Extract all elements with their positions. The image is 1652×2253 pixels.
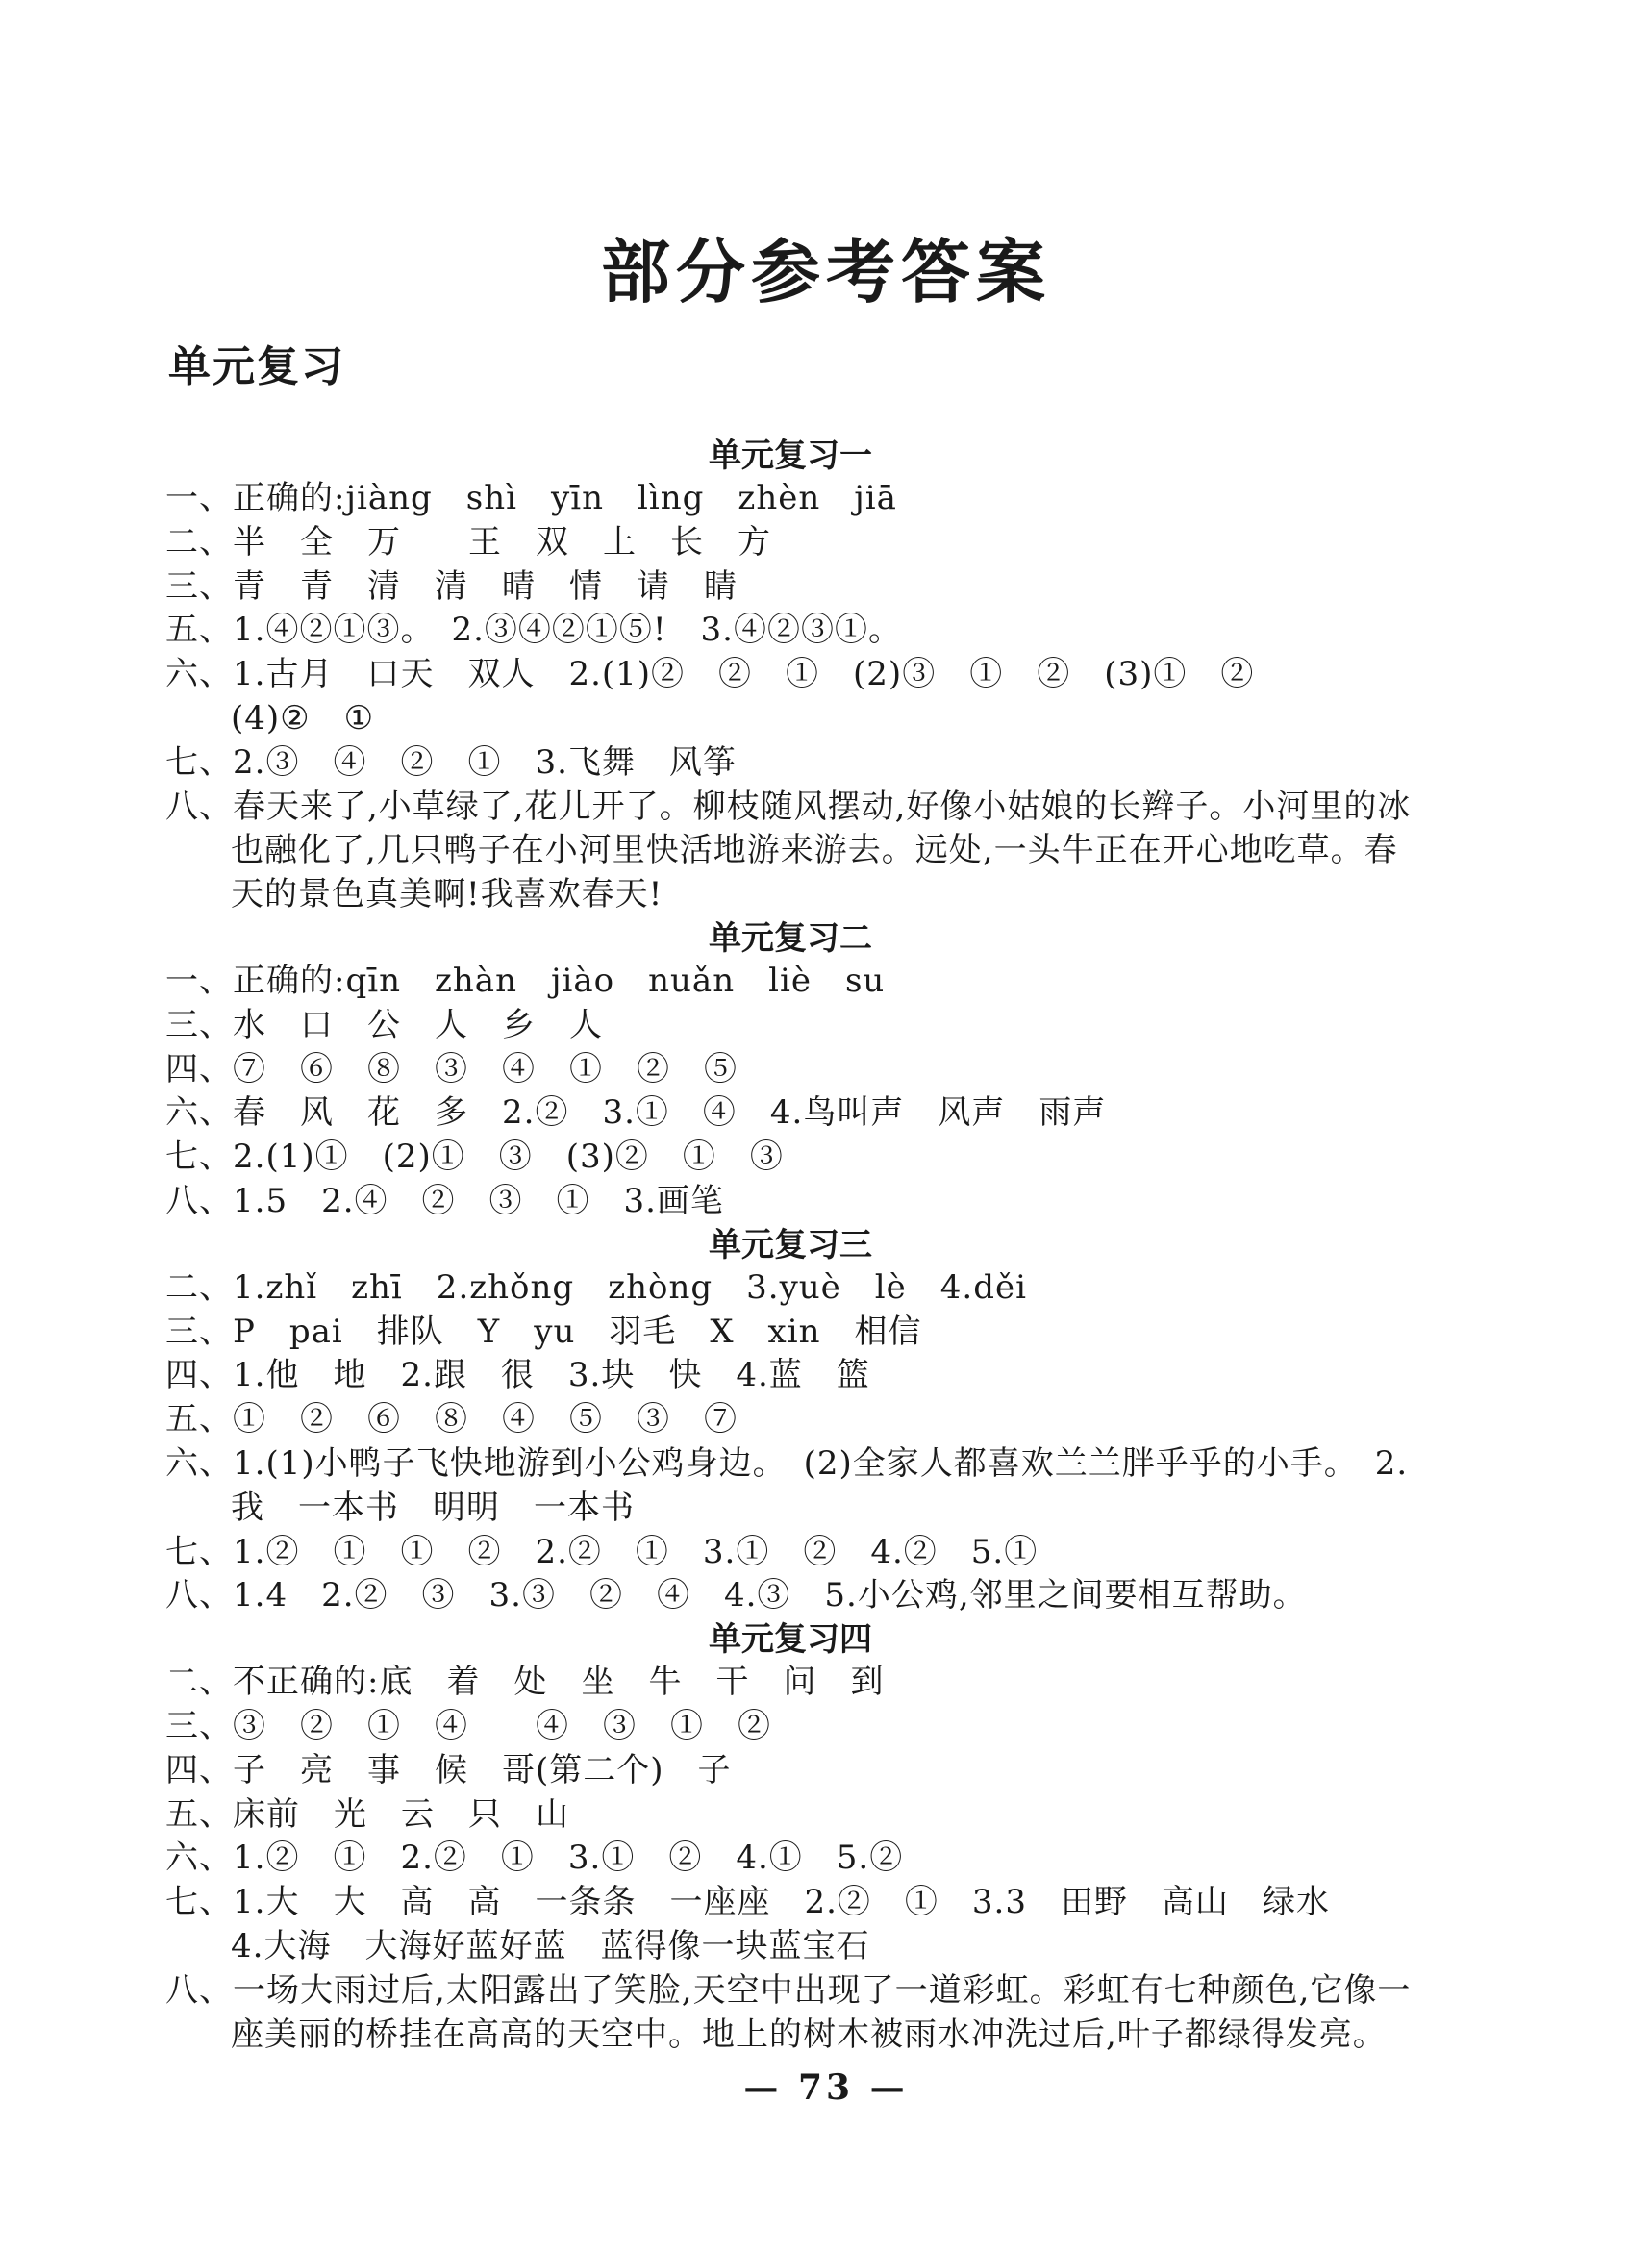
answer-content [165, 435, 1415, 2057]
unit-title-3: 单元复习三 [709, 1225, 872, 1264]
answer-line: 三、P pai 排队 Y yu 羽毛 X xin 相信 [165, 1312, 922, 1351]
answer-paragraph: 八、一场大雨过后,太阳露出了笑脸,天空中出现了一道彩虹。彩虹有七种颜色,它像一座美丽的桥挂在高高的天空中。地上的树木被雨水冲洗过后,叶子都绿得发亮。 [165, 1970, 1412, 2054]
answer-line: 五、1.④②①③。 2.③④②①⑤! 3.④②③①。 [165, 611, 902, 650]
answer-paragraph: 八、春天来了,小草绿了,花儿开了。柳枝随风摆动,好像小姑娘的长辫子。小河里的冰也融化了,几只鸭子在小河里快活地游来游去。远处,一头牛正在开心地吃草。春天的景色真美啊!我喜欢春天! [165, 787, 1412, 914]
answer-line: 四、子 亮 事 候 哥(第二个) 子 [165, 1750, 732, 1790]
answer-line: 一、正确的:jiàng shì yīn lìng zhèn jiā [165, 479, 897, 517]
answer-paragraph: 六、1.(1)小鸭子飞快地游到小公鸡身边。 (2)全家人都喜欢兰兰胖乎乎的小手。 2.我 一本书 明明 一本书 [165, 1443, 1409, 1527]
answer-line: 七、1.大 大 高 高 一条条 一座座 2.② ① 3.3 田野 高山 绿水 [165, 1883, 1330, 1922]
answer-line: 四、⑦ ⑥ ⑧ ③ ④ ① ② ⑤ [165, 1049, 738, 1089]
answer-line: 七、2.(1)① (2)① ③ (3)② ① ③ [165, 1138, 784, 1177]
answer-line: 二、不正确的:底 着 处 坐 牛 干 问 到 [165, 1663, 885, 1702]
unit-title-4: 单元复习四 [709, 1620, 872, 1660]
answer-line: 八、1.4 2.② ③ 3.③ ② ④ 4.③ 5.小公鸡,邻里之间要相互帮助。 [165, 1576, 1307, 1615]
page-number: — 73 — [743, 2067, 909, 2108]
section-heading: 单元复习 [168, 342, 345, 391]
answer-line: 六、春 风 花 多 2.② 3.① ④ 4.鸟叫声 风声 雨声 [165, 1093, 1107, 1133]
answer-line: 五、① ② ⑥ ⑧ ④ ⑤ ③ ⑦ [165, 1400, 738, 1439]
answer-line: 4.大海 大海好蓝好蓝 蓝得像一块蓝宝石 [231, 1926, 870, 1965]
answer-line: 二、半 全 万 王 双 上 长 方 [165, 522, 771, 562]
answer-line: 六、1.② ① 2.② ① 3.① ② 4.① 5.② [165, 1839, 904, 1878]
unit-title-2: 单元复习二 [709, 918, 872, 958]
answer-line: 八、1.5 2.④ ② ③ ① 3.画笔 [165, 1181, 724, 1220]
answer-line: 三、③ ② ① ④ ④ ③ ① ② [165, 1706, 771, 1745]
answer-line: 三、水 口 公 人 乡 人 [165, 1005, 603, 1044]
unit-title-1: 单元复习一 [709, 437, 872, 475]
answer-line: 五、床前 光 云 只 山 [165, 1794, 569, 1834]
answer-line: 二、1.zhǐ zhī 2.zhǒng zhòng 3.yuè lè 4.děi [165, 1267, 1027, 1307]
page-title: 部分参考答案 [600, 231, 1051, 313]
answer-line: (4)② ① [231, 698, 375, 738]
answer-line: 四、1.他 地 2.跟 很 3.块 快 4.蓝 篮 [165, 1356, 870, 1395]
answer-line: 六、1.古月 口天 双人 2.(1)② ② ① (2)③ ① ② (3)① ② [165, 655, 1255, 694]
answer-line: 一、正确的:qīn zhàn jiào nuǎn liè su [165, 961, 886, 1000]
answer-line: 七、2.③ ④ ② ① 3.飞舞 风筝 [165, 742, 737, 782]
answer-line: 三、青 青 清 清 晴 情 请 睛 [165, 566, 738, 606]
answer-line: 七、1.② ① ① ② 2.② ① 3.① ② 4.② 5.① [165, 1532, 1039, 1571]
